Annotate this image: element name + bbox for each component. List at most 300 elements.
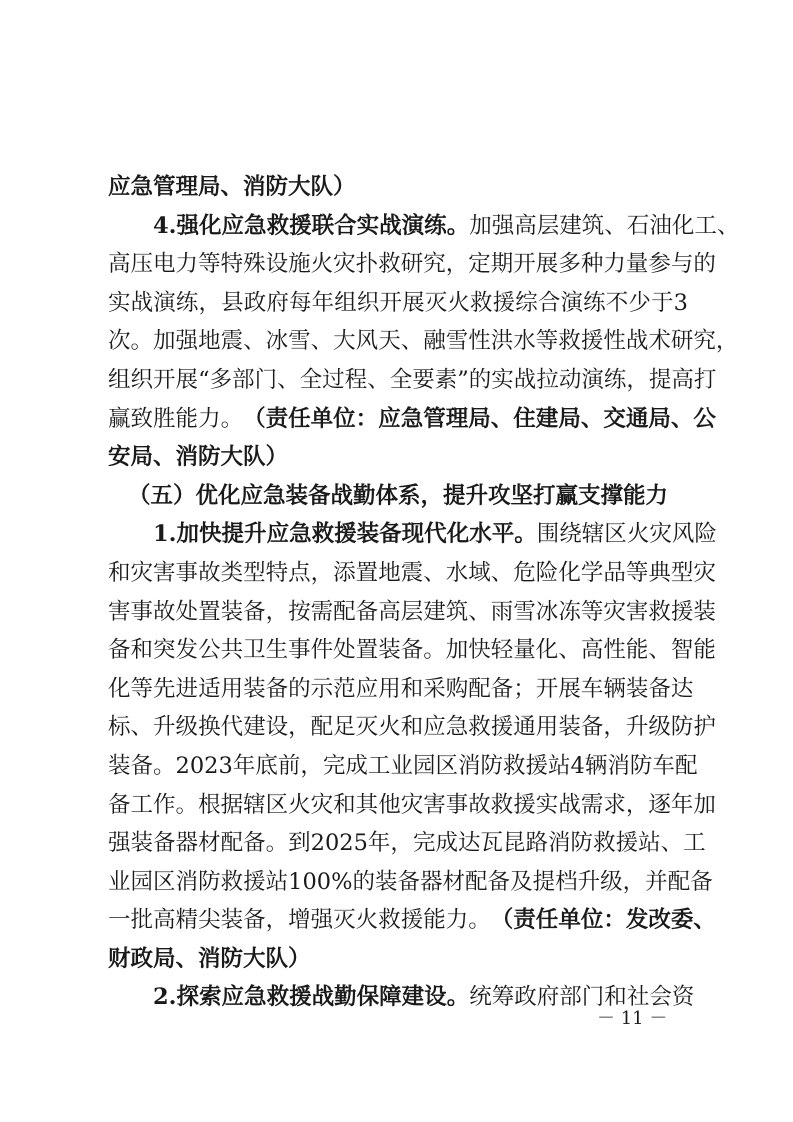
glyph: 等	[198, 251, 221, 278]
glyph: 不	[605, 289, 629, 316]
glyph: 公	[693, 405, 716, 432]
glyph: 、	[400, 328, 424, 355]
glyph: 辖	[243, 791, 266, 818]
glyph: 进	[175, 675, 199, 702]
glyph: 添	[333, 559, 356, 586]
glyph: 研	[670, 328, 694, 355]
text-line	[108, 747, 698, 786]
glyph: 地	[198, 328, 221, 355]
glyph: 购	[445, 675, 469, 702]
text-line	[108, 863, 713, 902]
glyph: 公	[198, 637, 221, 664]
glyph: 震	[400, 559, 424, 586]
glyph: 灭	[333, 907, 356, 934]
glyph: 动	[558, 366, 582, 393]
glyph: 与	[670, 251, 694, 278]
glyph: 现	[401, 521, 425, 548]
glyph: 卫	[243, 637, 266, 664]
glyph: 装	[220, 907, 244, 934]
glyph: 演	[581, 366, 604, 393]
glyph: 事	[130, 598, 154, 625]
glyph: 定	[468, 251, 491, 278]
glyph: 瓦	[480, 830, 503, 857]
glyph: 索	[199, 984, 222, 1011]
glyph: 援	[615, 830, 639, 857]
glyph: 置	[355, 559, 379, 586]
glyph: 打	[693, 366, 717, 393]
glyph: 备	[243, 907, 266, 934]
glyph: 援	[490, 714, 514, 741]
glyph: 建	[559, 212, 582, 239]
glyph: 路	[525, 830, 549, 857]
glyph: 实	[356, 212, 380, 239]
glyph: 害	[108, 598, 131, 625]
glyph: 筑	[581, 212, 605, 239]
glyph: 术	[648, 328, 671, 355]
glyph: 型	[243, 559, 266, 586]
glyph: 用	[378, 675, 401, 702]
glyph: 级	[175, 714, 199, 741]
glyph: 救	[490, 791, 514, 818]
glyph: 备	[490, 675, 514, 702]
glyph: 性	[603, 328, 626, 355]
glyph: 围	[536, 521, 560, 548]
glyph: 事	[445, 791, 469, 818]
glyph: 震	[220, 328, 244, 355]
glyph: 水	[513, 328, 536, 355]
glyph: 石	[626, 212, 650, 239]
glyph: 火	[355, 907, 379, 934]
glyph: 备	[153, 830, 176, 857]
glyph: 多	[558, 251, 581, 278]
glyph: 等	[625, 559, 649, 586]
glyph: 防	[198, 868, 221, 895]
glyph: 急	[244, 212, 267, 239]
glyph: 车	[652, 752, 675, 779]
glyph: 建	[401, 984, 425, 1011]
glyph: 器	[420, 868, 443, 895]
text-line: （五）优化应急装备战勤体系，提升攻坚打赢支撑能力	[127, 482, 668, 509]
glyph: 高	[378, 598, 401, 625]
glyph: 用	[220, 675, 244, 702]
glyph: 责	[513, 907, 536, 934]
glyph: 火	[288, 791, 311, 818]
glyph: 援	[492, 289, 516, 316]
glyph: ，	[288, 714, 311, 741]
glyph: 障	[379, 984, 402, 1011]
glyph: 组	[334, 289, 357, 316]
glyph: 。	[423, 637, 446, 664]
glyph: 备	[379, 521, 402, 548]
glyph: 的	[468, 366, 492, 393]
glyph: ”	[457, 366, 469, 393]
glyph: 演	[401, 212, 425, 239]
glyph: 灾	[649, 521, 672, 548]
glyph: 精	[175, 907, 199, 934]
glyph: 域	[468, 559, 491, 586]
glyph: 4.	[153, 212, 177, 239]
glyph: 站	[638, 830, 661, 857]
glyph: ，	[603, 714, 626, 741]
glyph: 高	[580, 637, 604, 664]
glyph: 防	[480, 752, 503, 779]
glyph: 。	[130, 328, 154, 355]
glyph: 装	[625, 675, 649, 702]
glyph: 设	[265, 251, 289, 278]
glyph: 究	[693, 328, 716, 355]
glyph: 其	[355, 791, 379, 818]
glyph: 装	[220, 598, 244, 625]
glyph: 配	[220, 830, 244, 857]
glyph: 统	[469, 984, 492, 1011]
glyph: 雪	[445, 328, 469, 355]
glyph: 战	[558, 791, 581, 818]
glyph: 展	[402, 289, 425, 316]
glyph: ，	[310, 559, 334, 586]
glyph: 救	[558, 328, 581, 355]
glyph: 配	[468, 675, 491, 702]
text-line	[108, 207, 740, 246]
glyph: 援	[513, 791, 536, 818]
glyph: 融	[423, 328, 446, 355]
glyph: 急	[289, 521, 312, 548]
glyph: 的	[288, 675, 311, 702]
glyph: 辆	[603, 675, 626, 702]
glyph: 1.	[153, 521, 177, 548]
glyph: 园	[412, 752, 436, 779]
glyph: 站	[548, 752, 571, 779]
glyph: 。	[468, 907, 491, 934]
glyph: 胜	[153, 405, 176, 432]
glyph: 战	[625, 328, 649, 355]
glyph: 门	[581, 984, 605, 1011]
glyph: 高	[671, 366, 694, 393]
glyph: 、	[277, 366, 300, 393]
glyph: 筑	[445, 598, 469, 625]
glyph: 素	[434, 366, 458, 393]
glyph: 底	[255, 752, 278, 779]
glyph: 化	[446, 521, 470, 548]
glyph: （	[490, 907, 514, 934]
glyph: 区	[604, 521, 627, 548]
glyph: 雪	[513, 598, 536, 625]
glyph: 备	[397, 868, 420, 895]
glyph: 府	[266, 289, 289, 316]
glyph: 能	[693, 637, 716, 664]
glyph: 火	[378, 714, 401, 741]
glyph: 及	[510, 868, 533, 895]
glyph: 年	[367, 830, 391, 857]
glyph: 援	[670, 598, 694, 625]
glyph: 政	[514, 984, 537, 1011]
glyph: 装	[374, 868, 398, 895]
glyph: 救	[266, 212, 290, 239]
glyph: 交	[603, 405, 626, 432]
glyph: 灾	[310, 791, 334, 818]
glyph: 备	[243, 598, 266, 625]
glyph: 理	[445, 405, 469, 432]
glyph: 。	[265, 830, 289, 857]
glyph: 提	[221, 521, 245, 548]
glyph: 每	[289, 289, 312, 316]
glyph: 事	[175, 559, 199, 586]
glyph: 救	[378, 251, 401, 278]
glyph: 材	[198, 830, 221, 857]
glyph: 故	[468, 791, 491, 818]
glyph: 施	[288, 251, 311, 278]
glyph: 。	[446, 212, 470, 239]
glyph: 器	[175, 830, 199, 857]
glyph: 2.	[153, 984, 177, 1011]
glyph: 突	[153, 637, 176, 664]
glyph: 前	[277, 752, 301, 779]
glyph: 局	[558, 405, 581, 432]
glyph: 局	[468, 405, 491, 432]
glyph: 练	[424, 212, 447, 239]
glyph: 、	[604, 212, 627, 239]
text-line	[108, 824, 706, 863]
glyph: 强	[176, 212, 200, 239]
glyph: 提	[648, 366, 672, 393]
glyph: 拉	[536, 366, 559, 393]
glyph: 加	[176, 521, 200, 548]
glyph: 区	[153, 868, 176, 895]
glyph: 一	[108, 907, 131, 934]
glyph: 完	[412, 830, 436, 857]
glyph: 灾	[693, 559, 716, 586]
glyph: 筹	[491, 984, 515, 1011]
glyph: 成	[435, 830, 458, 857]
glyph: 档	[555, 868, 578, 895]
glyph: 织	[130, 366, 154, 393]
glyph: 性	[603, 637, 626, 664]
glyph: 区	[265, 791, 289, 818]
glyph: 演	[153, 289, 176, 316]
glyph: 护	[693, 714, 716, 741]
glyph: 急	[400, 405, 424, 432]
glyph: 级	[600, 868, 623, 895]
glyph: 实	[535, 791, 559, 818]
glyph: 、	[423, 559, 446, 586]
glyph: 成	[345, 752, 368, 779]
glyph: 备	[487, 868, 511, 895]
glyph: 配	[667, 868, 691, 895]
glyph: 于	[651, 289, 674, 316]
glyph: 升	[625, 714, 649, 741]
glyph: 位	[333, 405, 356, 432]
glyph: 学	[580, 559, 604, 586]
glyph: 标	[108, 714, 131, 741]
glyph: 快	[199, 521, 222, 548]
glyph: 织	[356, 289, 380, 316]
glyph: 少	[628, 289, 651, 316]
glyph: ，	[622, 868, 646, 895]
glyph: 特	[265, 559, 289, 586]
glyph: 备	[108, 791, 131, 818]
glyph: 消	[607, 752, 630, 779]
glyph: 辖	[581, 521, 605, 548]
glyph: 置	[198, 598, 221, 625]
glyph: 救	[378, 907, 401, 934]
text-line	[108, 245, 716, 284]
glyph: 任	[288, 405, 311, 432]
glyph: 建	[535, 405, 559, 432]
glyph: 加	[693, 791, 716, 818]
glyph: 100%	[288, 868, 353, 895]
glyph: 加	[469, 212, 492, 239]
glyph: 、	[648, 637, 671, 664]
text-line	[108, 670, 694, 709]
glyph: 。	[446, 984, 470, 1011]
glyph: 灾	[130, 559, 154, 586]
glyph: 。	[514, 521, 537, 548]
glyph: 位	[580, 907, 604, 934]
glyph: 。	[153, 752, 176, 779]
glyph: 化	[199, 212, 222, 239]
glyph: 地	[378, 559, 401, 586]
glyph: 昆	[503, 830, 526, 857]
glyph: 洪	[490, 328, 514, 355]
text-line	[108, 515, 717, 554]
glyph: 根	[198, 791, 221, 818]
glyph: 力	[175, 251, 199, 278]
glyph: 点	[288, 559, 311, 586]
glyph: 备	[355, 598, 379, 625]
glyph: 共	[220, 637, 244, 664]
glyph: 展	[175, 366, 199, 393]
glyph: 和	[400, 675, 424, 702]
glyph: 备	[648, 675, 671, 702]
glyph: 作	[153, 791, 176, 818]
glyph: 辆	[584, 752, 608, 779]
glyph: 、	[558, 637, 581, 664]
glyph: 、	[660, 830, 684, 857]
glyph: 通	[513, 714, 536, 741]
glyph: 开	[535, 675, 559, 702]
glyph: 足	[333, 714, 356, 741]
glyph: ，	[198, 289, 222, 316]
glyph: 工	[694, 212, 717, 239]
glyph: 站	[265, 868, 289, 895]
glyph: 险	[694, 521, 717, 548]
glyph: 化	[535, 637, 559, 664]
glyph: 。	[220, 405, 244, 432]
glyph: 过	[322, 366, 345, 393]
glyph: 和	[130, 637, 154, 664]
glyph: 合	[537, 289, 561, 316]
glyph: 天	[378, 328, 401, 355]
glyph: 装	[243, 675, 266, 702]
glyph: 练	[603, 366, 627, 393]
glyph: 型	[670, 559, 694, 586]
glyph: 、	[468, 598, 491, 625]
glyph: 练	[175, 289, 199, 316]
glyph: 装	[356, 521, 380, 548]
glyph: 综	[515, 289, 538, 316]
glyph: 力	[603, 251, 626, 278]
glyph: 电	[153, 251, 176, 278]
glyph: 救	[220, 868, 244, 895]
glyph: 代	[424, 521, 447, 548]
glyph: 置	[355, 637, 379, 664]
glyph: 参	[648, 251, 671, 278]
glyph: 援	[289, 984, 312, 1011]
glyph: 化	[671, 212, 695, 239]
glyph: 。	[175, 791, 199, 818]
glyph: 救	[593, 830, 616, 857]
glyph: 备	[400, 637, 424, 664]
glyph: 单	[558, 907, 581, 934]
glyph: 处	[333, 637, 356, 664]
text-line	[108, 593, 716, 632]
glyph: 达	[457, 830, 481, 857]
glyph: 强	[108, 830, 131, 857]
glyph: 件	[310, 637, 334, 664]
glyph: 高	[153, 907, 176, 934]
glyph: 能	[423, 907, 446, 934]
glyph: 应	[221, 984, 245, 1011]
glyph: 全	[299, 366, 323, 393]
glyph: 适	[198, 675, 221, 702]
glyph: 故	[198, 559, 221, 586]
glyph: 、	[670, 405, 694, 432]
glyph: 勤	[334, 984, 357, 1011]
text-line	[108, 786, 716, 825]
glyph: 联	[311, 212, 335, 239]
glyph: 先	[153, 675, 176, 702]
glyph: 实	[491, 366, 514, 393]
glyph: 快	[468, 637, 491, 664]
glyph: 救	[468, 714, 491, 741]
glyph: 消	[457, 752, 481, 779]
glyph: 灾	[333, 251, 356, 278]
glyph: 县	[221, 289, 244, 316]
glyph: 防	[570, 830, 594, 857]
glyph: 能	[175, 405, 199, 432]
glyph: 层	[536, 212, 560, 239]
glyph: 救	[503, 752, 526, 779]
glyph: 应	[423, 714, 446, 741]
glyph: 援	[334, 521, 357, 548]
glyph: 并	[645, 868, 668, 895]
glyph: 量	[513, 637, 536, 664]
glyph: 援	[400, 907, 424, 934]
glyph: 资	[671, 984, 695, 1011]
glyph: 发	[175, 637, 199, 664]
glyph: 援	[289, 212, 312, 239]
glyph: 责	[265, 405, 289, 432]
glyph: 升	[244, 521, 267, 548]
glyph: 配	[465, 868, 488, 895]
glyph: 社	[626, 984, 650, 1011]
glyph: 风	[355, 328, 379, 355]
glyph: 门	[254, 366, 278, 393]
glyph: 高	[108, 251, 131, 278]
glyph: 化	[558, 559, 581, 586]
glyph: 开	[153, 366, 176, 393]
glyph: 备	[108, 637, 131, 664]
glyph: 局	[648, 405, 671, 432]
glyph: 应	[221, 212, 245, 239]
glyph: 提	[532, 868, 556, 895]
glyph: 到	[288, 830, 311, 857]
glyph: 探	[176, 984, 200, 1011]
glyph: 业	[108, 868, 131, 895]
glyph: 开	[513, 251, 536, 278]
glyph: 大	[333, 328, 356, 355]
glyph: 雨	[490, 598, 514, 625]
glyph: 火	[626, 521, 650, 548]
